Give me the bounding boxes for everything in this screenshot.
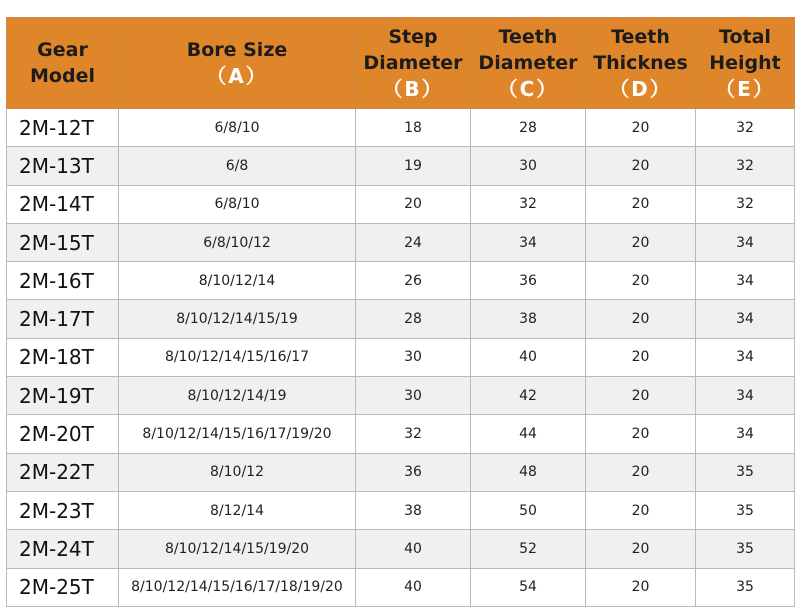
header-letter: （E） <box>715 77 775 101</box>
table-row <box>7 453 795 491</box>
cell-step-diameter: 20 <box>356 185 471 223</box>
cell-step-diameter: 38 <box>356 491 471 529</box>
header-teeth-thickness <box>586 18 696 109</box>
cell-bore: 8/10/12/14 <box>119 262 356 300</box>
cell-teeth-thickness: 20 <box>586 109 696 147</box>
cell-step-diameter: 19 <box>356 147 471 185</box>
cell-teeth-thickness: 20 <box>586 262 696 300</box>
cell-step-diameter: 26 <box>356 262 471 300</box>
cell-model: 2M-16T <box>7 262 119 300</box>
cell-model: 2M-23T <box>7 491 119 529</box>
header-gear-model <box>7 18 119 109</box>
header-line: Teeth <box>611 26 670 48</box>
cell-model: 2M-13T <box>7 147 119 185</box>
cell-bore: 6/8 <box>119 147 356 185</box>
header-letter: （D） <box>609 77 672 101</box>
cell-total-height: 35 <box>696 568 795 606</box>
cell-model: 2M-14T <box>7 185 119 223</box>
cell-model: 2M-25T <box>7 568 119 606</box>
cell-teeth-thickness: 20 <box>586 453 696 491</box>
cell-bore: 8/10/12/14/19 <box>119 377 356 415</box>
cell-bore: 8/10/12/14/15/16/17/18/19/20 <box>119 568 356 606</box>
table-row <box>7 262 795 300</box>
cell-total-height: 35 <box>696 530 795 568</box>
cell-bore: 8/10/12/14/15/16/17/19/20 <box>119 415 356 453</box>
table-row <box>7 415 795 453</box>
table-row <box>7 300 795 338</box>
cell-total-height: 34 <box>696 415 795 453</box>
table-row <box>7 377 795 415</box>
cell-teeth-diameter: 48 <box>471 453 586 491</box>
table-header <box>7 18 795 109</box>
header-line: Step <box>388 26 438 48</box>
cell-teeth-diameter: 52 <box>471 530 586 568</box>
cell-bore: 8/12/14 <box>119 491 356 529</box>
cell-teeth-diameter: 34 <box>471 223 586 261</box>
cell-bore: 8/10/12/14/15/16/17 <box>119 338 356 376</box>
cell-model: 2M-15T <box>7 223 119 261</box>
cell-step-diameter: 40 <box>356 530 471 568</box>
cell-total-height: 34 <box>696 377 795 415</box>
header-line: Diameter <box>363 52 463 74</box>
cell-total-height: 34 <box>696 223 795 261</box>
header-total-height <box>696 18 795 109</box>
cell-teeth-diameter: 36 <box>471 262 586 300</box>
cell-bore: 8/10/12/14/15/19 <box>119 300 356 338</box>
cell-bore: 8/10/12 <box>119 453 356 491</box>
cell-step-diameter: 30 <box>356 377 471 415</box>
cell-total-height: 32 <box>696 185 795 223</box>
table-row <box>7 568 795 606</box>
cell-teeth-thickness: 20 <box>586 568 696 606</box>
header-line: Bore Size <box>186 39 288 61</box>
cell-step-diameter: 32 <box>356 415 471 453</box>
header-teeth-diameter <box>471 18 586 109</box>
cell-teeth-diameter: 40 <box>471 338 586 376</box>
cell-bore: 6/8/10 <box>119 185 356 223</box>
table-row <box>7 491 795 529</box>
cell-bore: 6/8/10/12 <box>119 223 356 261</box>
cell-model: 2M-17T <box>7 300 119 338</box>
cell-teeth-thickness: 20 <box>586 530 696 568</box>
cell-teeth-diameter: 42 <box>471 377 586 415</box>
spec-table-container <box>6 17 794 607</box>
header-bore-size <box>119 18 356 109</box>
header-line: Total <box>719 26 771 48</box>
cell-teeth-diameter: 32 <box>471 185 586 223</box>
cell-teeth-diameter: 44 <box>471 415 586 453</box>
cell-teeth-diameter: 38 <box>471 300 586 338</box>
gear-spec-table <box>6 17 795 607</box>
table-body <box>7 109 795 607</box>
header-line: Gear <box>37 39 88 61</box>
cell-teeth-diameter: 30 <box>471 147 586 185</box>
header-row <box>7 18 795 109</box>
cell-model: 2M-19T <box>7 377 119 415</box>
cell-step-diameter: 24 <box>356 223 471 261</box>
header-letter: （C） <box>497 77 559 101</box>
cell-step-diameter: 36 <box>356 453 471 491</box>
cell-step-diameter: 30 <box>356 338 471 376</box>
cell-teeth-thickness: 20 <box>586 491 696 529</box>
cell-step-diameter: 40 <box>356 568 471 606</box>
cell-teeth-diameter: 50 <box>471 491 586 529</box>
table-row <box>7 530 795 568</box>
cell-teeth-thickness: 20 <box>586 415 696 453</box>
header-letter: （B） <box>382 77 444 101</box>
cell-model: 2M-12T <box>7 109 119 147</box>
header-letter: （A） <box>206 64 268 88</box>
header-step-diameter <box>356 18 471 109</box>
header-line: Diameter <box>478 52 578 74</box>
header-line: Model <box>30 65 95 87</box>
cell-model: 2M-24T <box>7 530 119 568</box>
cell-total-height: 32 <box>696 109 795 147</box>
cell-bore: 6/8/10 <box>119 109 356 147</box>
cell-step-diameter: 18 <box>356 109 471 147</box>
table-row <box>7 338 795 376</box>
cell-total-height: 32 <box>696 147 795 185</box>
cell-total-height: 34 <box>696 300 795 338</box>
table-row <box>7 223 795 261</box>
table-row <box>7 185 795 223</box>
cell-total-height: 35 <box>696 491 795 529</box>
cell-total-height: 35 <box>696 453 795 491</box>
cell-teeth-thickness: 20 <box>586 300 696 338</box>
header-line: Height <box>709 52 781 74</box>
cell-teeth-diameter: 54 <box>471 568 586 606</box>
cell-total-height: 34 <box>696 262 795 300</box>
cell-teeth-thickness: 20 <box>586 185 696 223</box>
table-row <box>7 147 795 185</box>
header-line: Teeth <box>498 26 558 48</box>
cell-teeth-thickness: 20 <box>586 223 696 261</box>
cell-model: 2M-18T <box>7 338 119 376</box>
cell-bore: 8/10/12/14/15/19/20 <box>119 530 356 568</box>
cell-model: 2M-22T <box>7 453 119 491</box>
cell-teeth-thickness: 20 <box>586 338 696 376</box>
table-row <box>7 109 795 147</box>
cell-teeth-thickness: 20 <box>586 377 696 415</box>
cell-teeth-thickness: 20 <box>586 147 696 185</box>
cell-total-height: 34 <box>696 338 795 376</box>
cell-model: 2M-20T <box>7 415 119 453</box>
cell-teeth-diameter: 28 <box>471 109 586 147</box>
cell-step-diameter: 28 <box>356 300 471 338</box>
header-line: Thicknes <box>593 52 688 74</box>
